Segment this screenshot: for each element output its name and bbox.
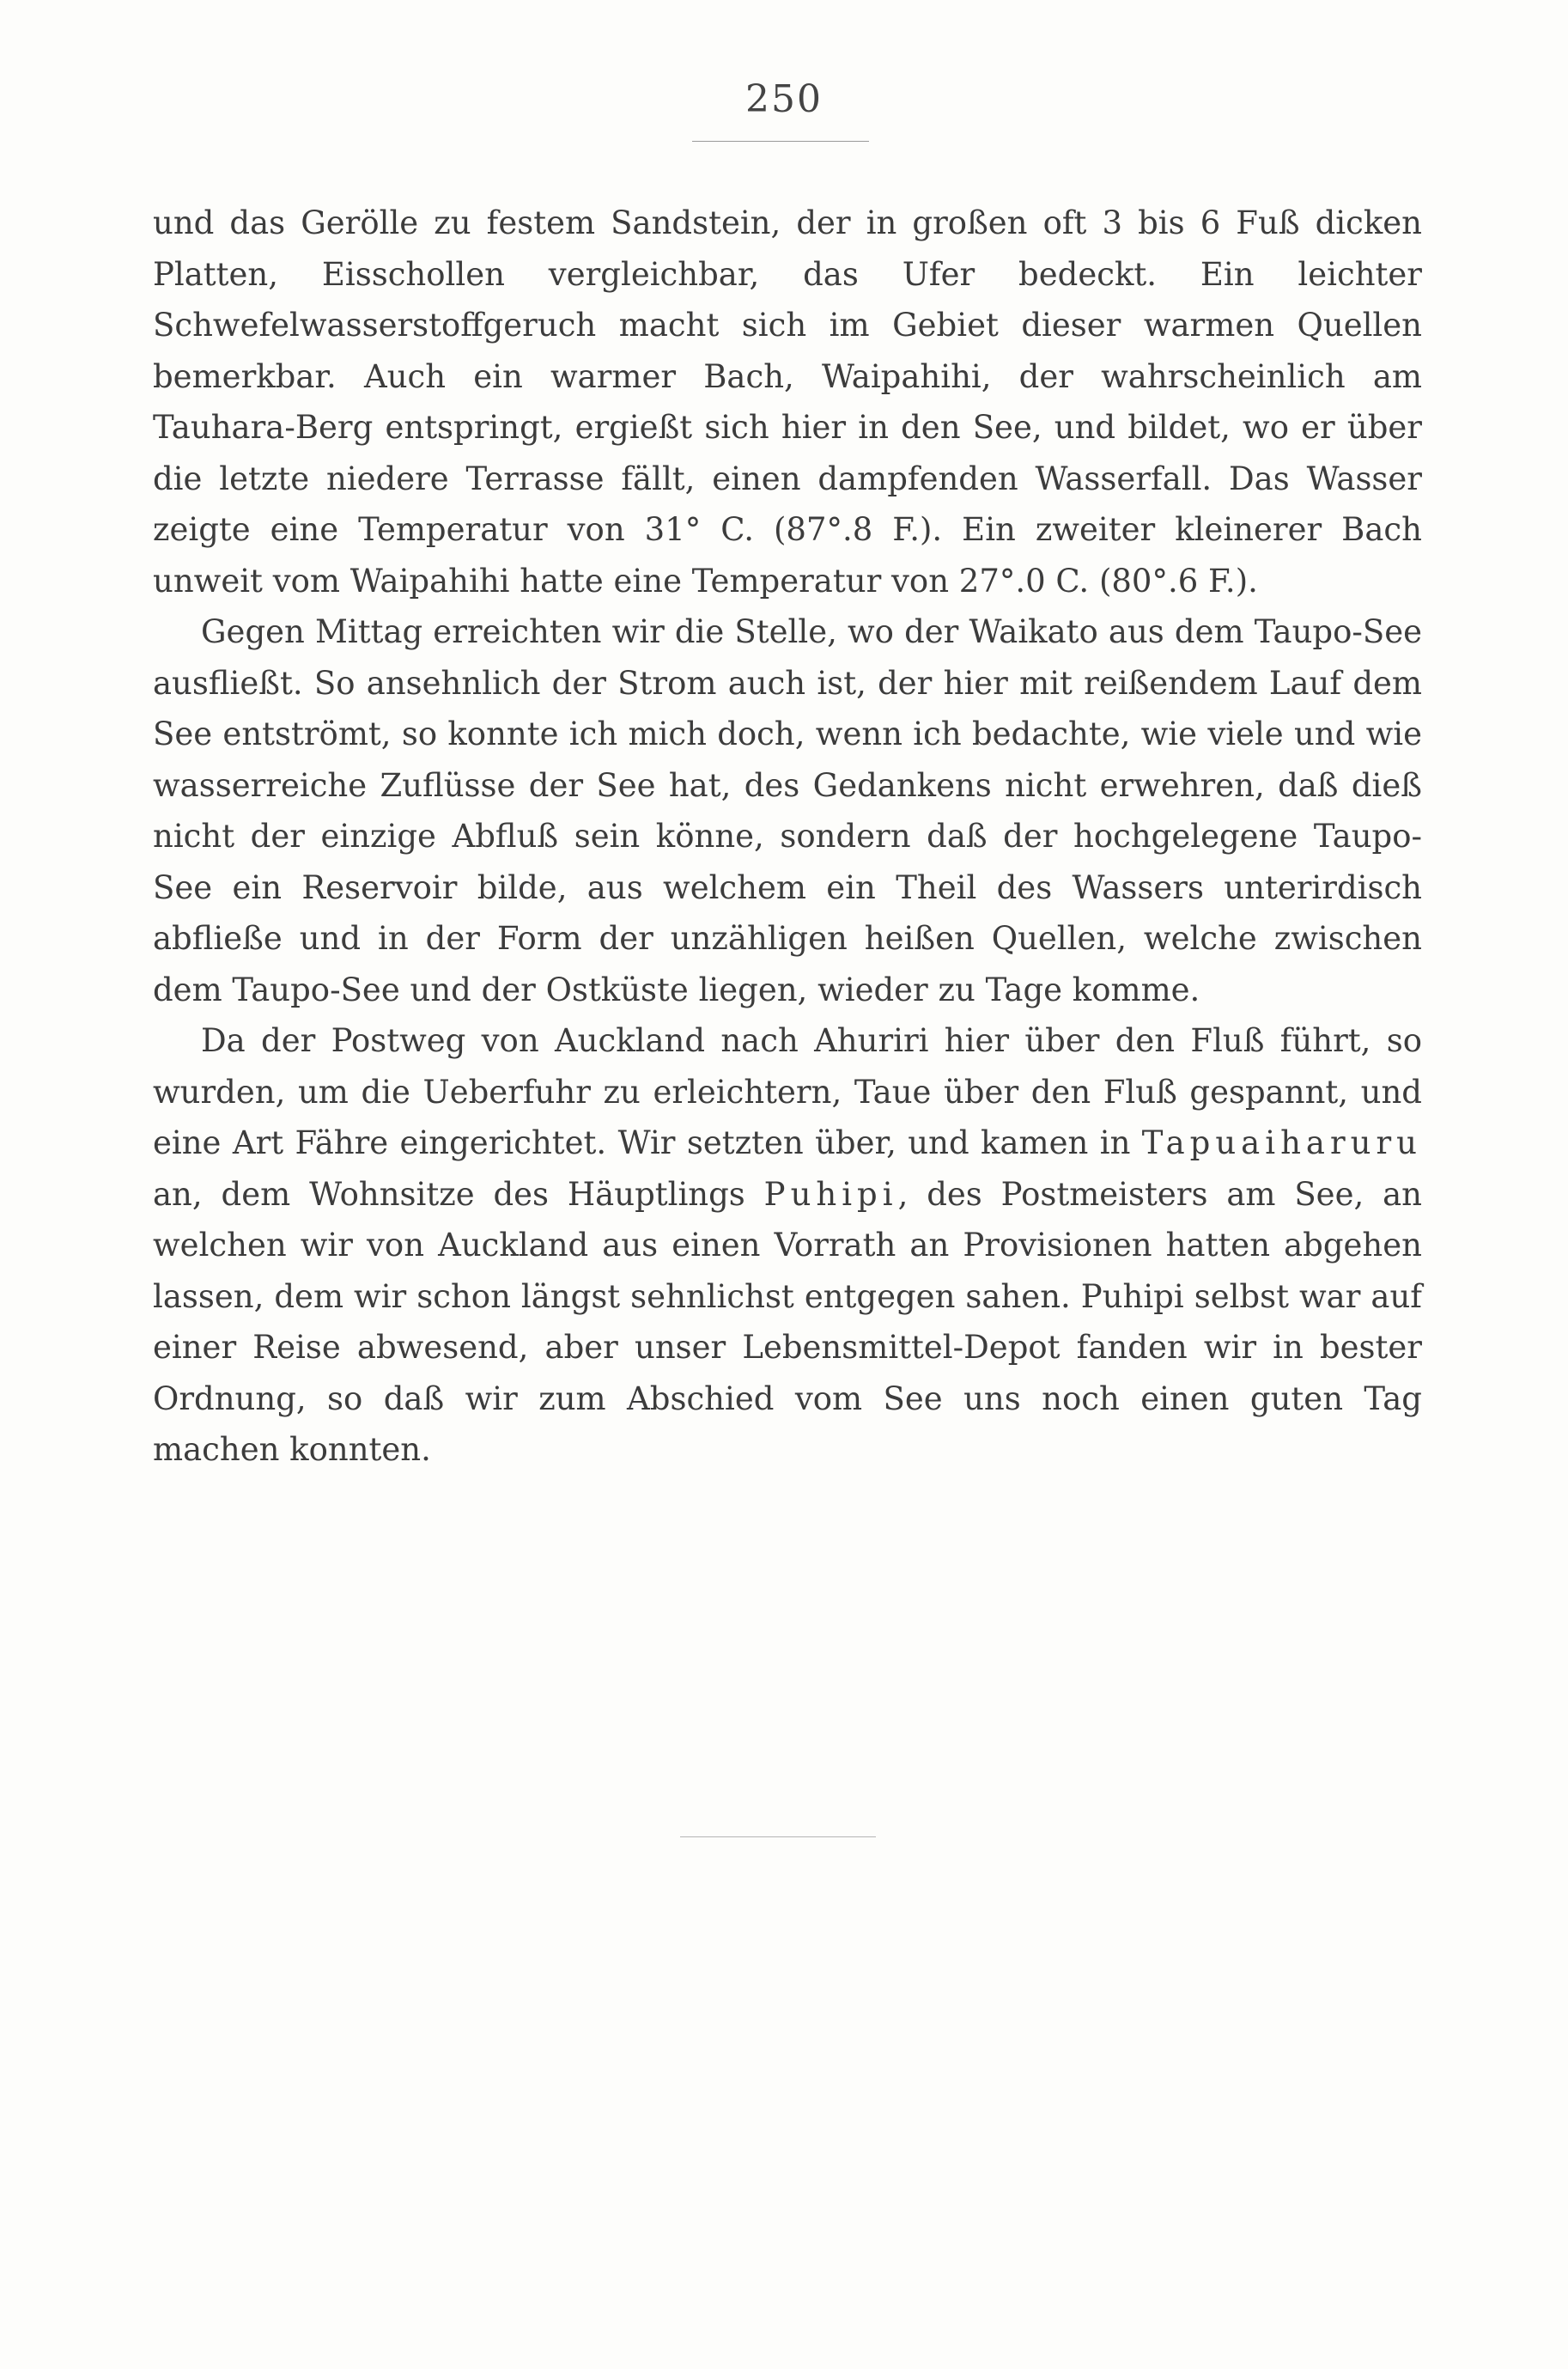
chief-name-puhipi: Puhipi [763,1175,898,1213]
page-number: 250 [745,77,823,121]
body-text [153,198,1422,1476]
footer-rule [680,1836,876,1837]
paragraph-2: Gegen Mittag erreichten wir die Stelle, wo der Waikato aus dem Taupo-See ausfließt. So ansehnlich der Strom auch ist, der hier mit reißendem Lauf dem See entströmt, so konnte ich mich doch, wenn ich bedachte, wie viele und wie wasserreiche Zuflüsse der See hat, des Gedankens nicht erwehren, daß dieß nicht der einzige Abfluß sein könne, sondern daß der hochgelegene Taupo-See ein Reservoir bilde, aus welchem ein Theil des Wassers unterirdisch abfließe und in der Form der unzähligen heißen Quellen, welche zwischen dem Taupo-See und der Ostküste liegen, wieder zu Tage komme. [153,613,1422,1008]
paragraph-3-text-middle: an, dem Wohnsitze des Häuptlings [153,1175,764,1213]
place-name-tapuaiharuru: Tapuaiharuru [1141,1124,1422,1161]
header-rule [692,141,869,142]
paragraph-1: und das Gerölle zu festem Sandstein, der in großen oft 3 bis 6 Fuß dicken Platten, Eisschollen vergleichbar, das Ufer bedeckt. Ein leichter Schwefelwasserstoffgeruch macht sich im Gebiet dieser warmen Quellen bemerkbar. Auch ein warmer Bach, Waipahihi, der wahrscheinlich am Tauhara-Berg entspringt, ergießt sich hier in den See, und bildet, wo er über die letzte niedere Terrasse fällt, einen dampfenden Wasserfall. Das Wasser zeigte eine Temperatur von 31° C. (87°.8 F.). Ein zweiter kleinerer Bach unweit vom Waipahihi hatte eine Temperatur von 27°.0 C. (80°.6 F.). [153,204,1422,600]
paragraph-3-text-after: , des Postmeisters am See, an welchen wir von Auckland aus einen Vorrath an Provisionen hatten abgehen lassen, dem wir schon längst sehnlichst entgegen sahen. Puhipi selbst war auf einer Reise abwesend, aber unser Lebensmittel-Depot fanden wir in bester Ordnung, so daß wir zum Abschied vom See uns noch einen guten Tag machen konnten. [153,1175,1422,1468]
paragraph-3 [153,1015,1422,1476]
paragraph-3-text-before: Da der Postweg von Auckland nach Ahuriri hier über den Fluß führt, so wurden, um die Ueberfuhr zu erleichtern, Taue über den Fluß gespannt, und eine Art Fähre eingerichtet. Wir setzten über, und kamen in [153,1022,1422,1161]
